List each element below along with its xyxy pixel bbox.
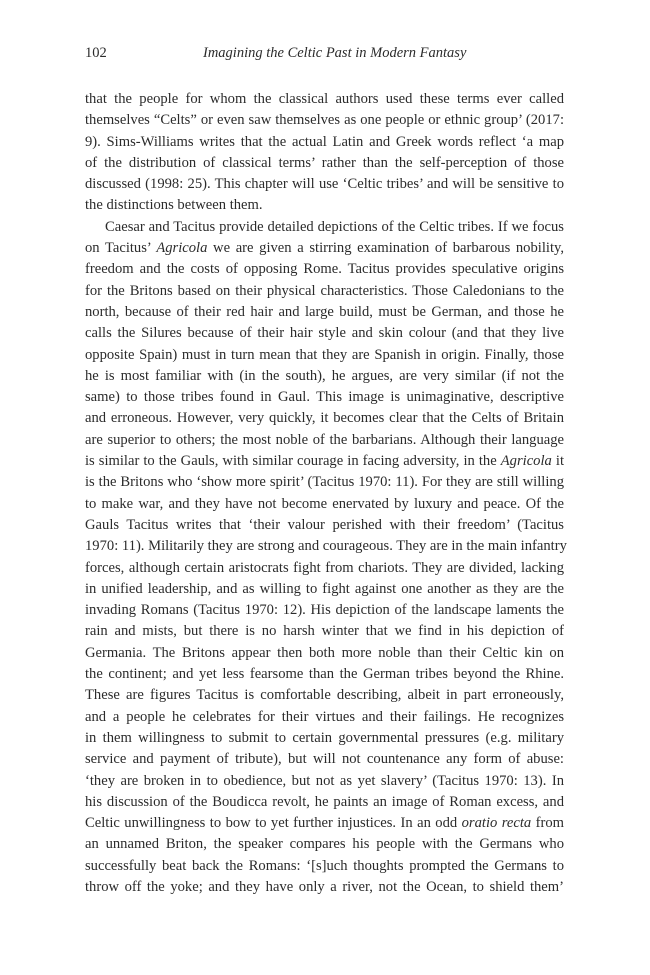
text-line <box>85 302 564 323</box>
text-segment: calls the Silures because of their hair style and skin colour (and that they live <box>85 325 564 342</box>
text-segment: his discussion of the Boudicca revolt, he paints an image of Roman excess, and <box>85 793 564 810</box>
running-head: Imagining the Celtic Past in Modern Fantasy <box>203 45 467 61</box>
text-segment: north, because of their red hair and large build, must be German, and those he <box>85 303 564 320</box>
text-line <box>85 89 564 110</box>
text-segment: the distinctions between them. <box>85 197 263 214</box>
text-segment: successfully beat back the Romans: ‘[s]uch thoughts prompted the Germans to <box>85 857 564 874</box>
text-segment: is similar to the Gauls, with similar courage in facing adversity, in the <box>85 453 501 470</box>
text-line <box>85 558 564 579</box>
text-segment: in them willingness to submit to certain governmental pressures (e.g. military <box>85 729 564 746</box>
text-segment: ‘they are broken in to obedience, but not as yet slavery’ (Tacitus 1970: 13). In <box>85 772 564 789</box>
text-line <box>85 643 564 664</box>
text-segment: 9). Sims-Williams writes that the actual Latin and Greek words reflect ‘a map <box>85 133 564 150</box>
text-line <box>85 281 564 302</box>
text-segment: discussed (1998: 25). This chapter will use ‘Celtic tribes’ and will be sensitive to <box>85 176 564 193</box>
text-segment: rain and mists, but there is no harsh winter that we find in his depiction of <box>85 623 564 640</box>
text-segment: 1970: 11). Militarily they are strong and courageous. They are in the main infantry <box>85 538 567 555</box>
text-line <box>85 195 564 216</box>
text-line <box>85 579 564 600</box>
text-line <box>85 685 564 706</box>
text-segment: from <box>531 815 564 832</box>
text-segment: service and payment of tribute), but will not countenance any form of abuse: <box>85 751 564 768</box>
text-segment: Caesar and Tacitus provide detailed depictions of the Celtic tribes. If we focus <box>105 218 564 235</box>
text-line <box>85 110 564 131</box>
text-line <box>85 472 564 493</box>
italic-title: oratio recta <box>461 815 532 832</box>
text-segment: opposite Spain) must in turn mean that they are Spanish in origin. Finally, those <box>85 346 564 363</box>
text-line <box>85 387 564 408</box>
text-segment: to make war, and they have not become enervated by luxury and peace. Of the <box>85 495 564 512</box>
text-segment: forces, although certain aristocrats fight from chariots. They are divided, lacking <box>85 559 564 576</box>
text-segment: themselves “Celts” or even saw themselves as one people or ethnic group’ (2017: <box>85 112 564 129</box>
text-line <box>85 259 564 280</box>
text-line <box>85 621 564 642</box>
text-segment: an unnamed Briton, the speaker compares his people with the Germans who <box>85 836 564 853</box>
text-segment: Germania. The Britons appear then both more noble than their Celtic kin on <box>85 644 564 661</box>
text-segment: for the Britons based on their physical characteristics. Those Caledonians to the <box>85 282 564 299</box>
body-text <box>85 89 567 898</box>
text-segment: that the people for whom the classical authors used these terms ever called <box>85 91 564 107</box>
text-line <box>85 366 564 387</box>
text-line <box>85 728 564 749</box>
text-segment: in unified leadership, and as willing to fight against one another as they are the <box>85 580 564 597</box>
text-line <box>85 834 564 855</box>
text-line <box>85 174 564 195</box>
text-line <box>85 749 564 770</box>
text-line <box>85 792 564 813</box>
text-line <box>85 451 564 472</box>
text-segment: These are figures Tacitus is comfortable describing, albeit in part erroneously, <box>85 687 564 704</box>
text-segment: the continent; and yet less fearsome than the German tribes beyond the Rhine. <box>85 666 564 683</box>
text-line <box>85 707 564 728</box>
italic-title: Agricola <box>500 453 552 470</box>
text-line <box>85 238 564 259</box>
text-segment: invading Romans (Tacitus 1970: 12). His depiction of the landscape laments the <box>85 602 564 619</box>
text-line <box>85 536 567 557</box>
text-line <box>85 494 564 515</box>
paragraph <box>85 89 564 217</box>
text-line <box>85 813 564 834</box>
page-header <box>85 45 564 65</box>
text-line <box>85 132 564 153</box>
text-line <box>85 430 564 451</box>
text-line <box>85 664 564 685</box>
text-line <box>85 515 564 536</box>
text-segment: we are given a stirring examination of barbarous nobility, <box>207 240 564 257</box>
text-line <box>85 877 564 898</box>
text-segment: are superior to others; the most noble of the barbarians. Although their language <box>85 431 564 448</box>
text-segment: he is most familiar with (in the south), he argues, are very similar (if not the <box>85 367 564 384</box>
text-segment: of the distribution of classical terms’ rather than the self-perception of those <box>85 154 564 171</box>
text-line <box>85 856 564 877</box>
text-line <box>85 345 564 366</box>
text-segment: Gauls Tacitus writes that ‘their valour perished with their freedom’ (Tacitus <box>85 516 564 533</box>
text-segment: and a people he celebrates for their virtues and their failings. He recognizes <box>85 708 564 725</box>
text-segment: Celtic unwillingness to bow to yet further injustices. In an odd <box>85 815 462 832</box>
paragraph <box>85 217 567 899</box>
text-line <box>85 408 564 429</box>
text-line <box>85 600 564 621</box>
text-segment: same) to those tribes found in Gaul. This image is unimaginative, descriptive <box>85 389 564 406</box>
text-line <box>85 217 564 238</box>
page-number: 102 <box>85 45 107 61</box>
text-segment: and erroneous. However, very quickly, it becomes clear that the Celts of Britain <box>85 410 564 427</box>
text-segment: on Tacitus’ <box>85 240 157 257</box>
text-segment: it <box>551 453 564 470</box>
italic-title: Agricola <box>156 240 208 257</box>
text-line <box>85 771 564 792</box>
text-segment: freedom and the costs of opposing Rome. Tacitus provides speculative origins <box>85 261 564 278</box>
text-segment: throw off the yoke; and they have only a river, not the Ocean, to shield them’ <box>85 878 564 895</box>
text-line <box>85 153 564 174</box>
text-segment: is the Britons who ‘show more spirit’ (Tacitus 1970: 11). For they are still willing <box>85 474 564 491</box>
text-line <box>85 323 564 344</box>
